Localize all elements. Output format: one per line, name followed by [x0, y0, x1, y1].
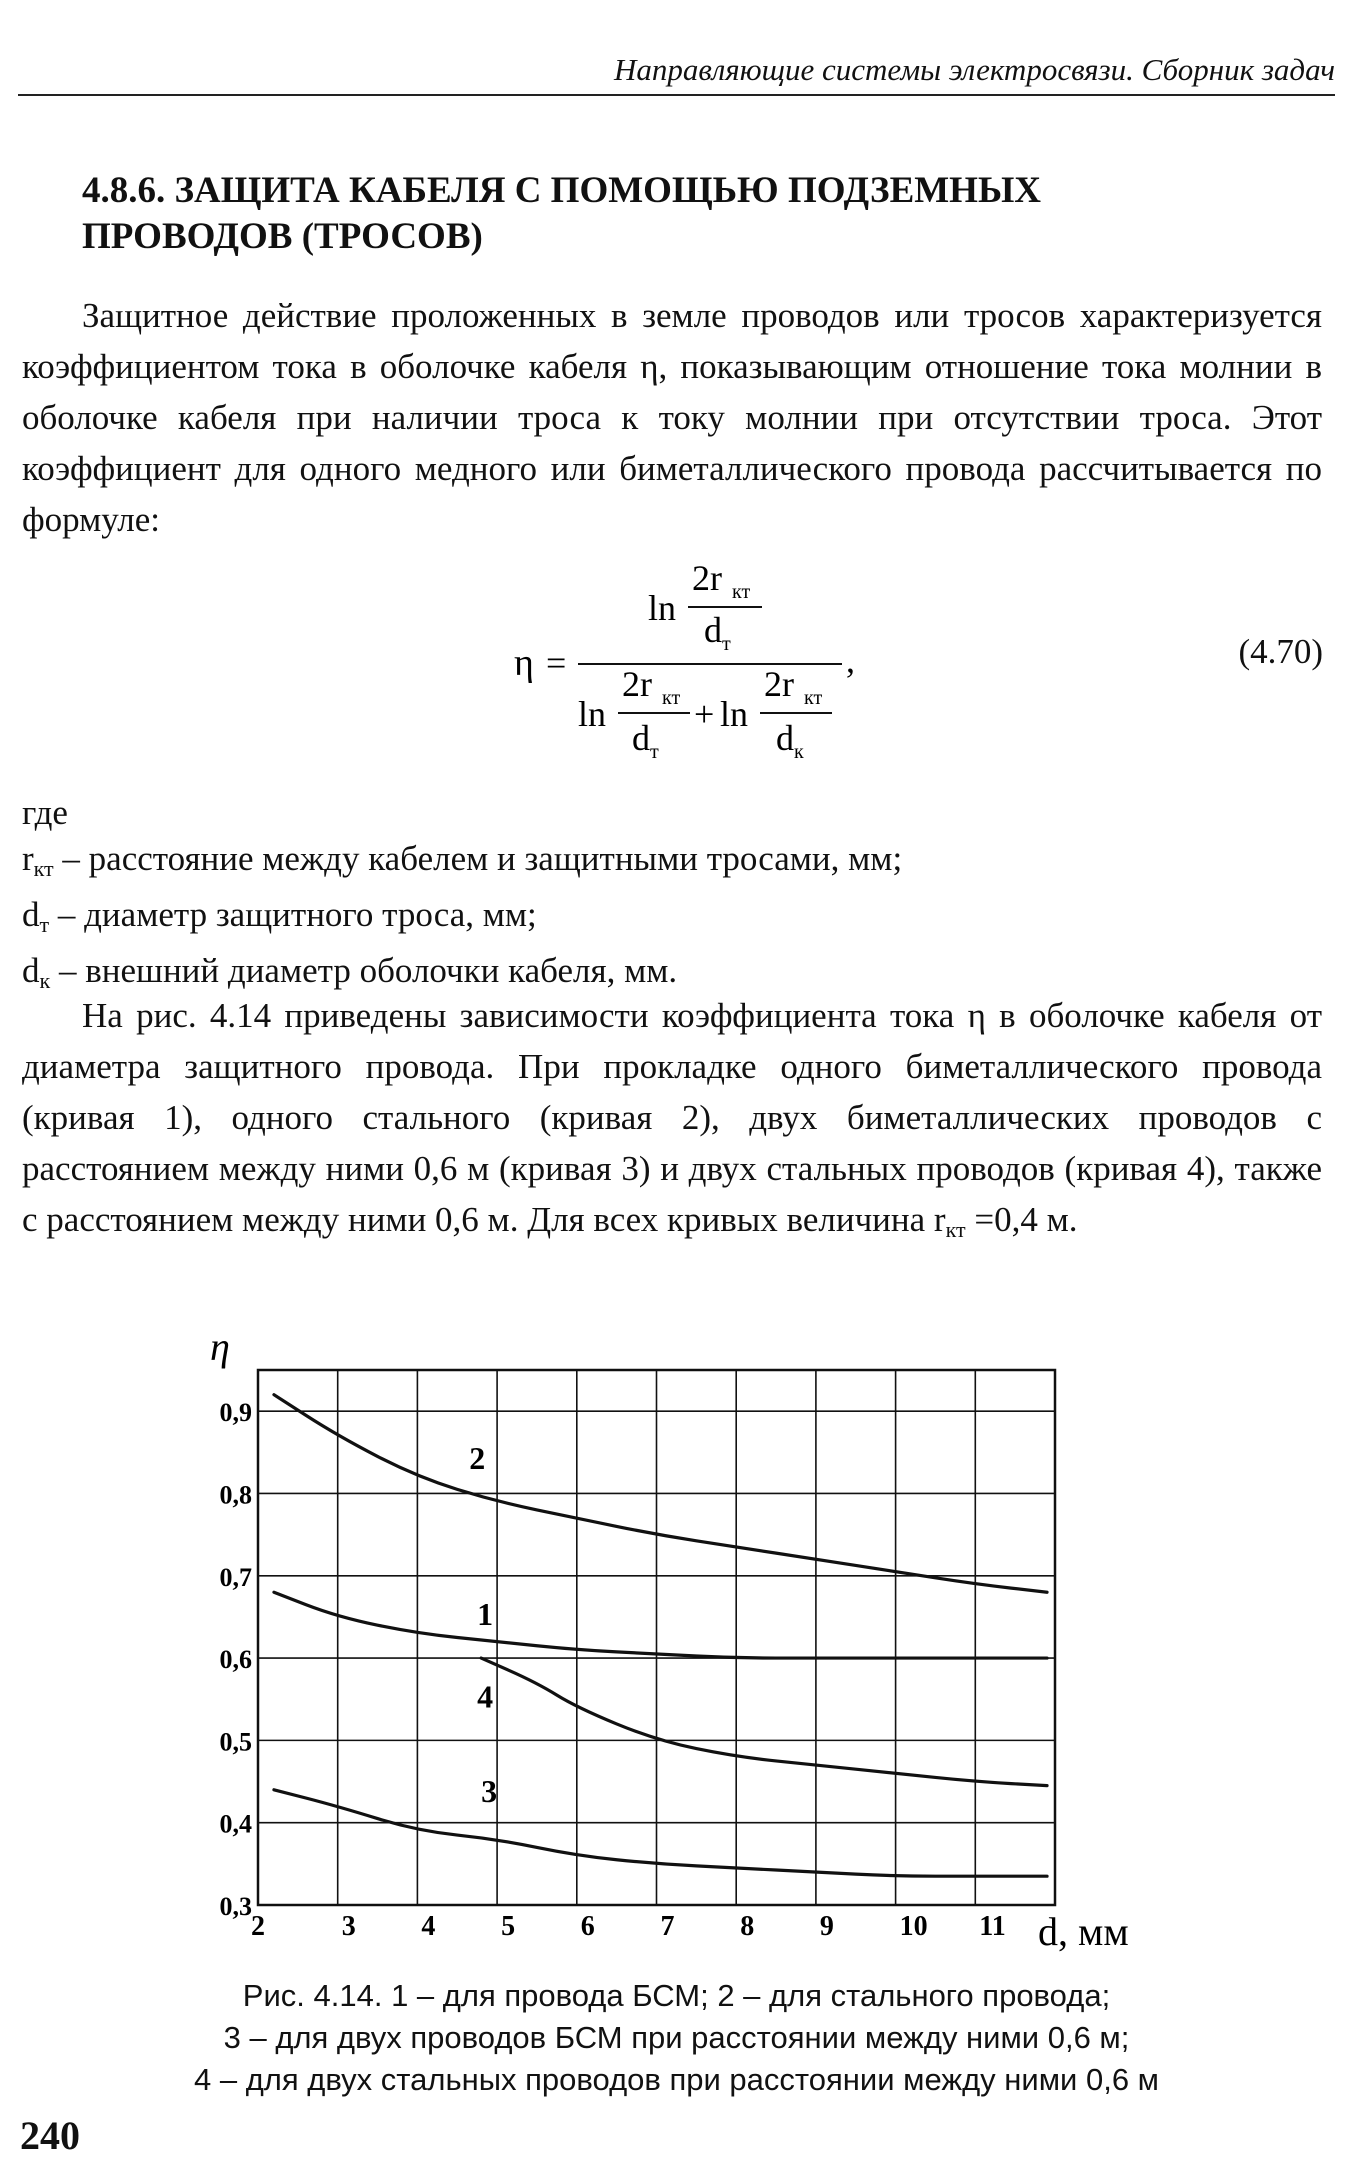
chart-series-lines — [274, 1395, 1047, 1877]
formula-comma: , — [846, 640, 855, 680]
where-item-dk-sub: к — [39, 968, 51, 993]
caption-line-2: 3 – для двух проводов БСМ при расстоянии между ними 0,6 м; — [223, 2020, 1130, 2055]
formula-den-d2-sub: к — [794, 741, 804, 763]
where-item-r-sub: кт — [33, 856, 54, 881]
page-number: 240 — [20, 2113, 80, 2158]
formula-den-ln2: ln — [720, 694, 749, 734]
formula-den-d2: d — [776, 718, 794, 758]
chart-y-tick-label: 0,6 — [219, 1645, 252, 1675]
formula-den-2r1: 2r — [622, 664, 652, 704]
chart-y-tick-label: 0,5 — [219, 1727, 252, 1757]
formula-num-d: d — [704, 610, 722, 650]
chart-series-label-4: 4 — [477, 1678, 494, 1715]
paragraph-figure-sub: кт — [945, 1217, 966, 1242]
chart-grid — [258, 1370, 1055, 1905]
chart-series-label-3: 3 — [481, 1773, 498, 1810]
chart-x-tick-label: 5 — [501, 1911, 516, 1942]
where-item-r — [22, 836, 1322, 892]
chart-x-axis-label: d, мм — [1038, 1909, 1129, 1954]
chart-series-line-1 — [274, 1592, 1047, 1658]
formula-den-2r2: 2r — [764, 664, 794, 704]
paragraph-intro-text: Защитное действие проложенных в земле проводов или тросов характеризуется коэффициентом тока в оболочке кабеля η, показывающим отношение тока молнии в оболочке кабеля при наличии троса к току молнии при отсутствии троса. Этот коэффициент для одного медного или биметаллического провода рассчитывается по формуле: — [22, 296, 1322, 539]
section-title: 4.8.6. ЗАЩИТА КАБЕЛЯ С ПОМОЩЬЮ ПОДЗЕМНЫХ ПРОВОДОВ (ТРОСОВ) — [82, 170, 1042, 257]
where-item-dt-text: – диаметр защитного троса, мм; — [49, 895, 537, 934]
chart-series-line-3 — [274, 1790, 1047, 1876]
chart-x-tick-label: 11 — [979, 1911, 1006, 1942]
chart-x-tick-label: 2 — [251, 1911, 265, 1942]
equation-number: (4.70) — [1238, 632, 1323, 671]
chart-series-line-4 — [481, 1658, 1047, 1786]
where-item-r-symbol: r — [22, 839, 34, 878]
chart-svg — [190, 1330, 1140, 1970]
formula-lhs-eta: η — [514, 642, 534, 684]
where-item-dt-symbol: d — [22, 895, 40, 934]
chart-x-tick-label: 10 — [899, 1911, 928, 1942]
formula-num-ln: ln — [648, 588, 677, 628]
formula-4-70 — [0, 550, 1353, 785]
formula-num-r-sub: кт — [732, 581, 751, 603]
chart-series-label-2: 2 — [469, 1439, 486, 1476]
formula-equals: = — [546, 643, 567, 683]
where-item-dk-symbol: d — [22, 951, 40, 990]
paragraph-figure-text: На рис. 4.14 приведены зависимости коэффициента тока η в оболочке кабеля от диаметра защитного провода. При прокладке одного биметаллического провода (кривая 1), одного стального (кривая 2), двух биметаллических проводов с расстоянием между ними 0,6 м (кривая 3) и двух стальных проводов (кривая 4), также с расстоянием между ними 0,6 м. Для всех кривых величина r — [22, 996, 1322, 1239]
chart-y-tick-label: 0,3 — [219, 1892, 252, 1921]
chart-x-tick-label: 6 — [580, 1911, 595, 1942]
chart-x-tick-label: 9 — [819, 1911, 834, 1942]
chart-y-tick-label: 0,7 — [219, 1562, 252, 1592]
paragraph-intro — [22, 290, 1322, 545]
chart-x-tick-label: 7 — [660, 1911, 675, 1942]
chart-series-label-1: 1 — [477, 1596, 494, 1633]
where-item-dk-text: – внешний диаметр оболочки кабеля, мм. — [50, 951, 678, 990]
where-block — [22, 790, 1322, 1004]
formula-den-ln1: ln — [578, 694, 607, 734]
formula-num-2r: 2r — [692, 558, 722, 598]
formula-den-d1-sub: т — [650, 741, 659, 763]
chart-x-tick-label: 4 — [421, 1911, 436, 1942]
where-item-r-text: – расстояние между кабелем и защитными тросами, мм; — [53, 839, 903, 878]
where-word: где — [22, 793, 68, 832]
chart-y-tick-label: 0,4 — [219, 1809, 252, 1839]
chart-x-tick-label: 8 — [740, 1911, 755, 1942]
where-item-dt-sub: т — [39, 912, 50, 937]
running-head: Направляющие системы электросвязи. Сборник задач — [18, 52, 1335, 96]
figure-4-14-chart — [190, 1330, 1140, 1970]
formula-den-d1: d — [632, 718, 650, 758]
chart-y-tick-label: 0,9 — [219, 1398, 252, 1428]
formula-num-d-sub: т — [722, 633, 731, 655]
formula-den-plus: + — [694, 694, 715, 734]
paragraph-figure-description — [22, 990, 1322, 1255]
formula-den-r1-sub: кт — [662, 687, 681, 709]
caption-line-3: 4 – для двух стальных проводов при расстоянии между ними 0,6 м — [194, 2062, 1159, 2097]
chart-y-axis-label: η — [210, 1330, 230, 1369]
chart-x-tick-label: 3 — [341, 1911, 356, 1942]
formula-den-r2-sub: кт — [804, 687, 823, 709]
where-item-dt — [22, 892, 1322, 948]
figure-caption — [40, 1975, 1313, 2101]
caption-line-1: Рис. 4.14. 1 – для провода БСМ; 2 – для стального провода; — [242, 1978, 1111, 2013]
paragraph-figure-tail: =0,4 м. — [965, 1200, 1078, 1239]
chart-y-tick-label: 0,8 — [219, 1480, 252, 1510]
formula-svg — [0, 550, 1353, 785]
